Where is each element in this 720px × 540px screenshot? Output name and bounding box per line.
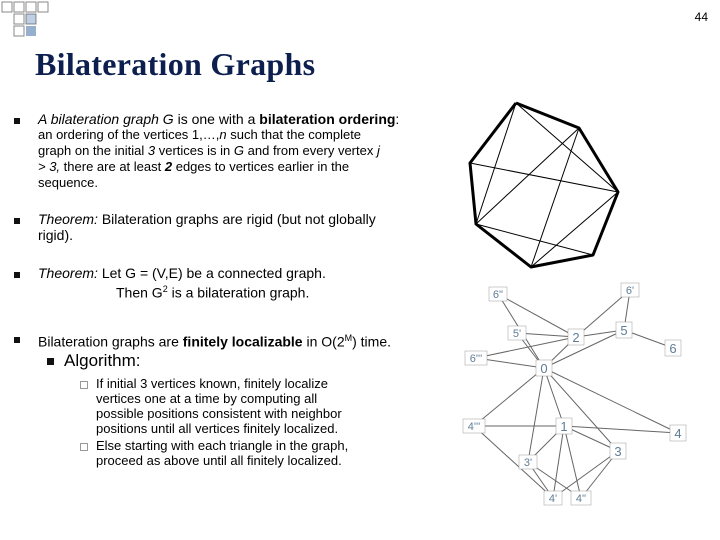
bullet-term: finitely localizable — [182, 333, 303, 350]
bullet-text: Bilateration graphs are rigid (but not globally — [101, 211, 376, 227]
bullet-text: is one with a — [177, 111, 256, 127]
node-label: 6 — [669, 341, 677, 356]
three-symbol: 3 — [147, 143, 156, 158]
graph-node-3p — [519, 455, 537, 469]
graph-node-6 — [665, 340, 681, 356]
graph-edge — [474, 368, 544, 426]
node-label: 6''' — [469, 353, 483, 365]
node-label: 5' — [512, 328, 522, 340]
graph-node-5 — [616, 322, 632, 338]
node-label: 6' — [625, 285, 635, 297]
bullet-text: in O(2 — [306, 333, 345, 350]
theorem-label: Theorem: — [38, 265, 98, 281]
theorem-label: Theorem: — [38, 211, 98, 227]
graph-node-0 — [536, 360, 552, 376]
page-title: Bilateration Graphs — [35, 46, 316, 82]
bullet-text: Bilateration graphs are — [38, 333, 179, 350]
bullet-text: graph on the initial — [38, 143, 145, 158]
node-label: 4'' — [575, 493, 587, 505]
graph-edge — [564, 426, 581, 498]
algorithm-heading: Algorithm: — [64, 351, 141, 370]
bullet-text: > 3, — [38, 159, 61, 174]
bullet-text: such that the complete — [230, 127, 362, 142]
graph-node-3 — [610, 443, 626, 459]
bullet-lead: A bilateration graph — [38, 111, 159, 127]
graph-node-6p — [621, 283, 639, 297]
bullet-text: Let G = (V,E) be a connected graph. — [101, 265, 326, 281]
graph-symbol: G — [233, 143, 245, 158]
node-label: 4''' — [467, 421, 481, 433]
graph-edge — [553, 426, 564, 498]
algorithm-line: positions until all vertices finitely localized. — [96, 421, 339, 436]
bullet-term: bilateration ordering — [259, 111, 396, 127]
node-label: 1 — [560, 419, 568, 434]
graph-node-4p — [544, 491, 562, 505]
graph-node-4 — [670, 425, 686, 441]
bullet-text: ) time. — [352, 333, 391, 350]
colon: : — [395, 111, 400, 127]
graph-node-2 — [568, 329, 584, 345]
graph-symbol: G — [162, 111, 174, 127]
superscript: 2 — [162, 284, 168, 294]
algorithm-line: Else starting with each triangle in the graph, — [96, 438, 349, 453]
node-label: 4 — [674, 426, 682, 441]
bullet-text: Then G — [116, 284, 163, 301]
bullet-text: is a bilateration graph. — [171, 284, 310, 301]
bullet-text: there are at least — [63, 159, 162, 174]
graph-edge — [544, 368, 618, 451]
node-label: 3 — [614, 444, 622, 459]
n-symbol: n — [219, 127, 227, 142]
bullet-text: edges to vertices earlier in the — [175, 159, 350, 174]
bullet-text: rigid). — [38, 227, 74, 243]
page-number: 44 — [694, 10, 708, 24]
graph-node-6ppp — [465, 351, 487, 365]
j-symbol: j — [376, 143, 380, 158]
superscript: M — [344, 333, 353, 343]
graph-node-4pp — [571, 491, 591, 505]
graph-node-4ppp — [463, 419, 485, 433]
graph-node-6pp — [489, 287, 507, 301]
node-label: 2 — [572, 330, 580, 345]
graph-node-1 — [556, 418, 572, 434]
node-label: 5 — [620, 323, 628, 338]
algorithm-line: If initial 3 vertices known, finitely localize — [96, 376, 328, 391]
bullet-text: sequence. — [38, 175, 98, 190]
algorithm-line: possible positions consistent with neighbor — [96, 406, 342, 421]
algorithm-line: vertices one at a time by computing all — [96, 391, 318, 406]
graph-edge — [474, 426, 553, 498]
node-label: 3' — [523, 457, 533, 469]
node-label: 6'' — [492, 289, 504, 301]
bullet-text: an ordering of the vertices 1,…, — [38, 127, 220, 142]
node-label: 4' — [548, 493, 558, 505]
graph-edge — [564, 426, 678, 433]
two-symbol: 2 — [164, 159, 173, 174]
algorithm-line: proceed as above until all finitely localized. — [96, 453, 342, 468]
bullet-text: and from every vertex — [247, 143, 374, 158]
graph-node-5p — [508, 326, 526, 340]
bullet-text: vertices is in — [158, 143, 231, 158]
node-label: 0 — [540, 361, 548, 376]
